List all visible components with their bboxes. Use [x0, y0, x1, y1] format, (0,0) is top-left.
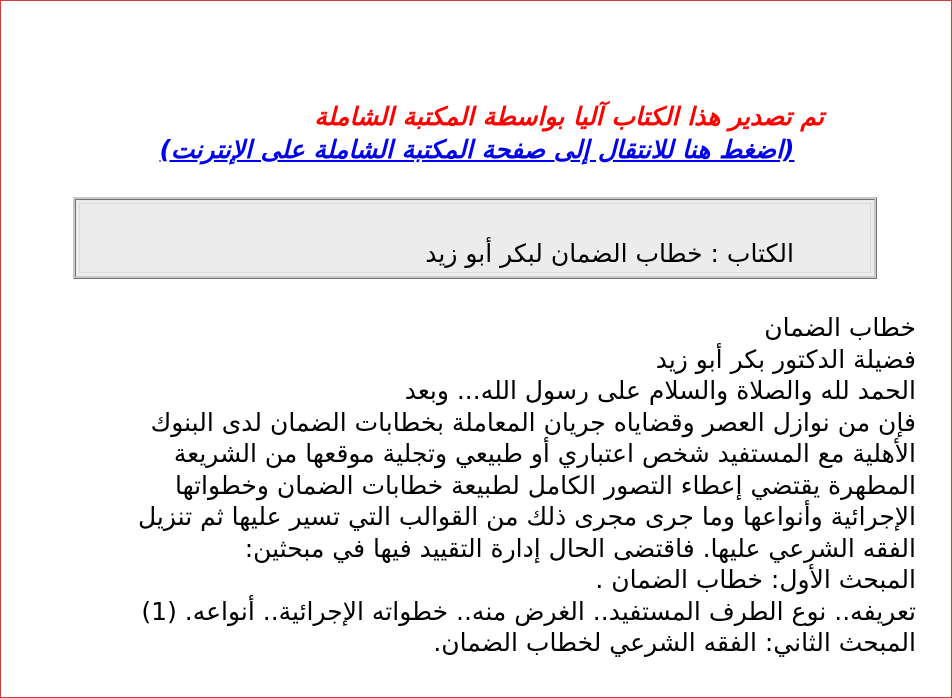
website-link[interactable]: (اضغط هنا للانتقال إلى صفحة المكتبة الشاملة على الإنترنت): [159, 135, 795, 164]
book-title-box: [73, 197, 877, 279]
content-line: خطاب الضمان: [764, 313, 916, 342]
export-notice: تم تصدير هذا الكتاب آليا بواسطة المكتبة الشاملة: [314, 102, 824, 131]
content-line: المطهرة يقتضي إعطاء التصور الكامل لطبيعة خطابات الضمان وخطواتها: [174, 470, 916, 500]
content-line: المبحث الأول: خطاب الضمان .: [595, 565, 916, 594]
content-line: تعريفه.. نوع الطرف المستفيد.. الغرض منه.. خطواته الإجرائية.. أنواعه. (1): [141, 596, 916, 626]
content-line: فإن من نوازل العصر وقضاياه جريان المعاملة بخطابات الضمان لدى البنوك: [150, 407, 916, 437]
content-line: الحمد لله والصلاة والسلام على رسول الله... وبعد: [404, 376, 916, 405]
content-line: المبحث الثاني: الفقه الشرعي لخطاب الضمان.: [433, 628, 916, 657]
content-line: الفقه الشرعي عليها. فاقتضى الحال إدارة التقييد فيها في مبحثين:: [244, 533, 916, 563]
content-line: الأهلية مع المستفيد شخص اعتباري أو طبيعي وتجلية موقعها من الشريعة: [173, 439, 916, 468]
book-title: الكتاب : خطاب الضمان لبكر أبو زيد: [425, 239, 794, 268]
book-body: [38, 312, 916, 659]
content-line: فضيلة الدكتور بكر أبو زيد: [655, 344, 916, 374]
content-line: الإجرائية وأنواعها وما جرى مجرى ذلك من القوالب التي تسير عليها ثم تنزيل: [137, 502, 916, 531]
